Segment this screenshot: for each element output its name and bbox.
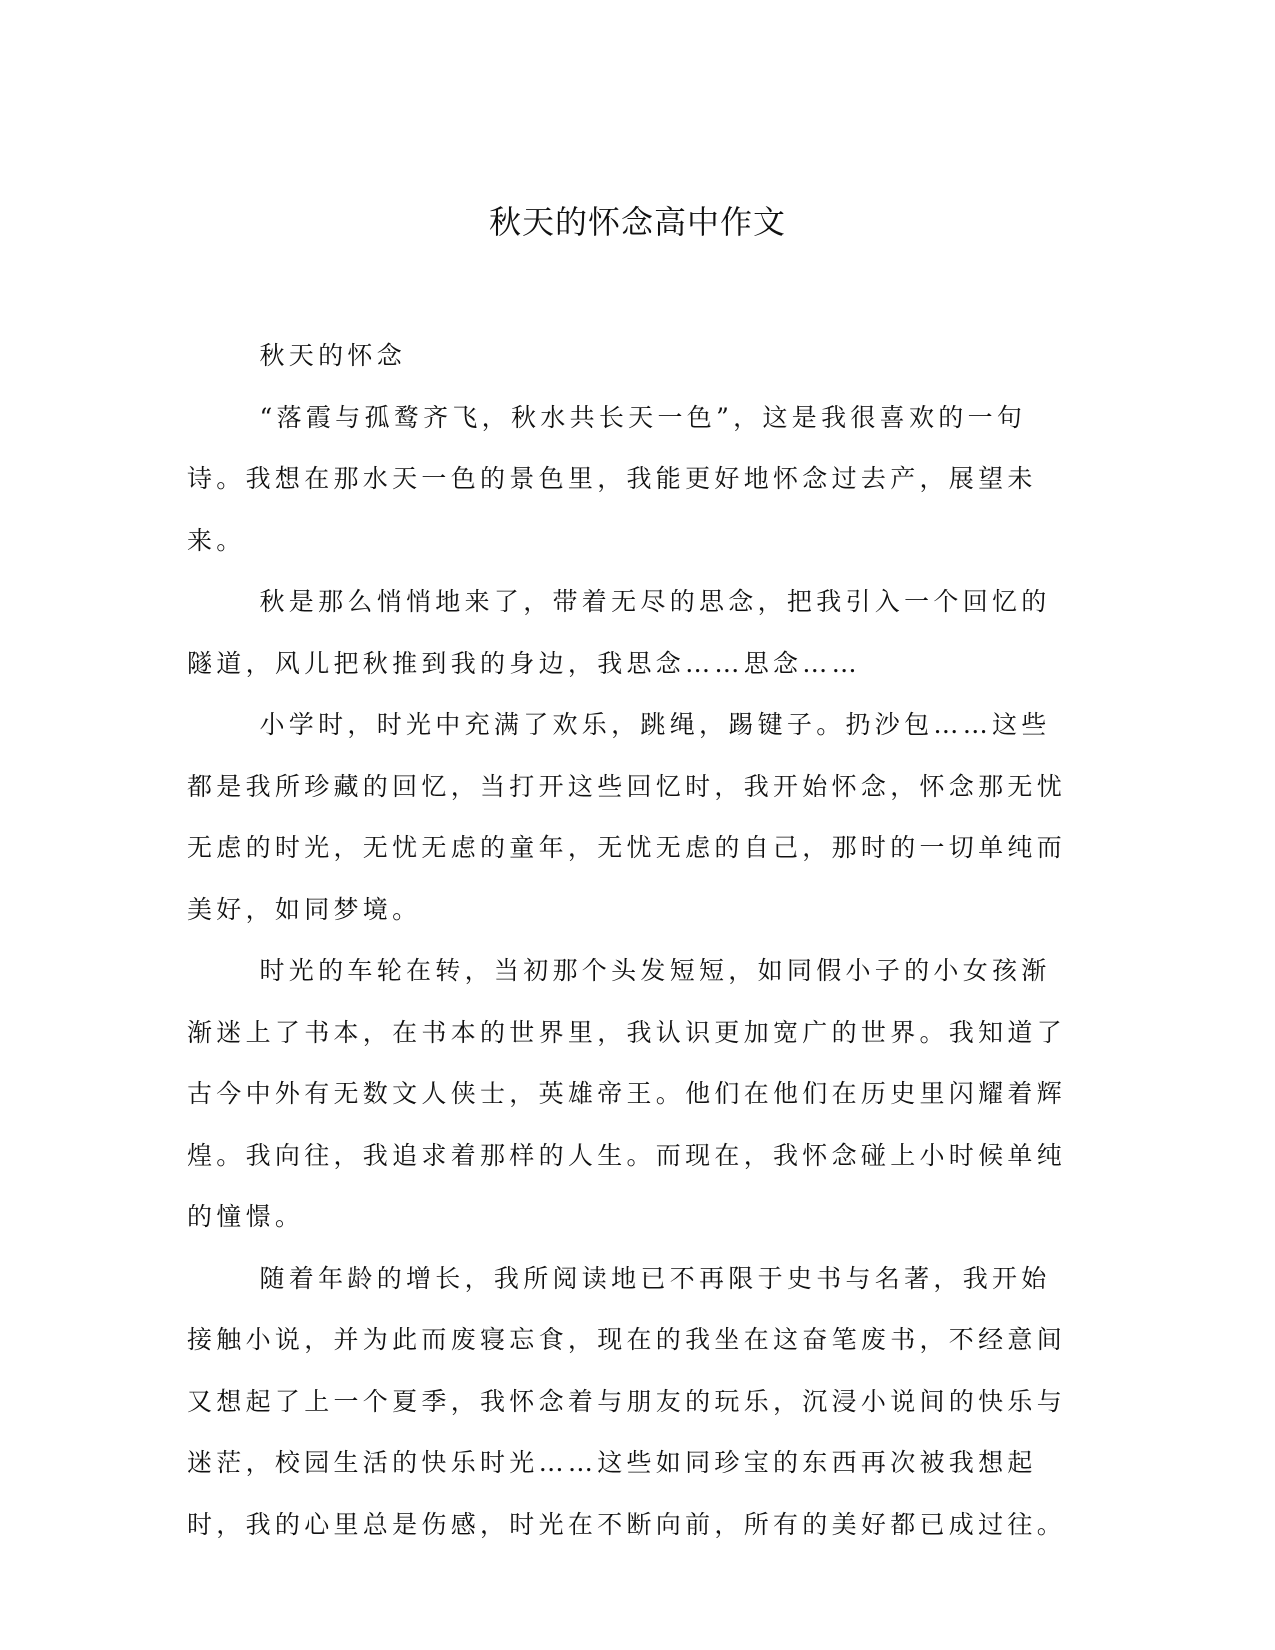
document-body [187, 325, 1067, 1555]
paragraph-3: 小学时，时光中充满了欢乐，跳绳，踢键子。扔沙包……这些都是我所珍藏的回忆，当打开这些回忆时，我开始怀念，怀念那无忧无虑的时光，无忧无虑的童年，无忧无虑的自己，那时的一切单纯而美好，如同梦境。 [187, 710, 1067, 924]
paragraph-1: “落霞与孤鹜齐飞，秋水共长天一色”，这是我很喜欢的一句诗。我想在那水天一色的景色里，我能更好地怀念过去产，展望未来。 [187, 402, 1037, 555]
document-title: 秋天的怀念高中作文 [488, 203, 786, 241]
paragraph-2: 秋是那么悄悄地来了，带着无尽的思念，把我引入一个回忆的隧道，风儿把秋推到我的身边，我思念……思念…… [187, 587, 1051, 678]
paragraph-4: 时光的车轮在转，当初那个头发短短，如同假小子的小女孩渐渐迷上了书本，在书本的世界里，我认识更加宽广的世界。我知道了古今中外有无数文人侠士，英雄帝王。他们在他们在历史里闪耀着辉煌。我向往，我追求着那样的人生。而现在，我怀念碰上小时候单纯的憧憬。 [187, 956, 1067, 1231]
essay-subtitle: 秋天的怀念 [259, 341, 407, 370]
paragraph-5: 随着年龄的增长，我所阅读地已不再限于史书与名著，我开始接触小说，并为此而废寝忘食，现在的我坐在这奋笔废书，不经意间又想起了上一个夏季，我怀念着与朋友的玩乐，沉浸小说间的快乐与迷茫，校园生活的快乐时光……这些如同珍宝的东西再次被我想起时，我的心里总是伤感，时光在不断向前，所有的美好都已成过往。 [187, 1263, 1067, 1539]
